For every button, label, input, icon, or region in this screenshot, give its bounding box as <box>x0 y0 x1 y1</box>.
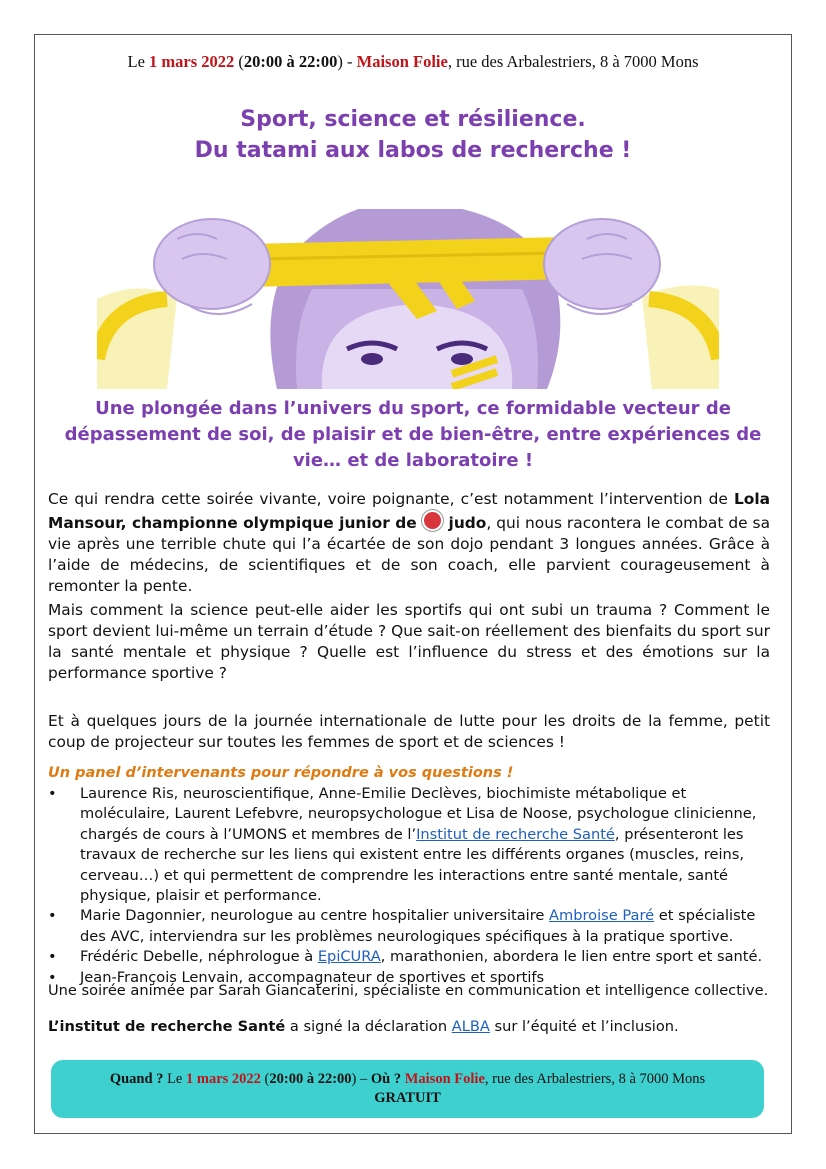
alba-paragraph: L’institut de recherche Santé a signé la déclaration ALBA sur l’équité et l’inclusion. <box>48 1018 679 1035</box>
subtitle: Une plongée dans l’univers du sport, ce formidable vecteur de dépassement de soi, de plaisir et de bien-être, entre expériences de vie… et de laboratoire ! <box>64 398 762 471</box>
epicura-link[interactable]: EpiCURA <box>317 948 381 966</box>
list-item: • Marie Dagonnier, neurologue au centre hospitalier universitaire Ambroise Paré et spécialiste des AVC, interviendra sur les problèmes neurologiques spécifiques à la pratique sportive. <box>48 907 756 945</box>
judo-emoji-icon <box>422 510 443 531</box>
speaker-list <box>48 784 772 988</box>
institut-link[interactable]: Institut de recherche Santé <box>416 825 615 843</box>
list-item: • Jean-François Lenvain, accompagnateur de sportives et sportifs <box>48 968 545 986</box>
event-time: 20:00 à 22:00 <box>243 52 338 71</box>
list-item: • Laurence Ris, neuroscientifique, Anne-Emilie Declèves, biochimiste métabolique et moléculaire, Laurent Lefebvre, neuropsychologue et Lisa de Noose, psychologue clinicienne, chargés de cours à l’UMONS et membres de l’Institut de recherche Santé, présenteront les travaux de recherche sur les liens qui existent entre les différents organes (muscles, reins, cerveau…) et qui permettent de comprendre les interactions entre santé mentale, santé physique, plaisir et performance. <box>48 785 757 905</box>
questions-paragraph: Mais comment la science peut-elle aider les sportifs qui ont subi un trauma ? Comment le sport devient lui-même un terrain d’étude ? Que sait-on réellement des bienfaits du sport sur la santé mentale et physique ? Quelle est l’influence du stress et des émotions sur la performance sportive ? <box>48 601 770 682</box>
price-label: GRATUIT <box>374 1090 441 1106</box>
alba-link[interactable]: ALBA <box>451 1018 490 1035</box>
hero-illustration <box>97 209 719 389</box>
intro-paragraph: Ce qui rendra cette soirée vivante, voire poignante, c’est notamment l’intervention de Lola Mansour, championne olympique junior de judo, qui nous racontera le combat de sa vie après une terrible chute qui l’a écartée de son dojo pendant 3 longues années. Grâce à l’aide de médecins, de scientifiques et de son coach, elle parvient courageusement à remonter la pente. <box>48 490 770 595</box>
event-date: 1 mars 2022 <box>149 52 235 71</box>
page-title: Sport, science et résilience. Du tatami aux labos de recherche ! <box>194 107 632 163</box>
event-line: Le 1 mars 2022 (20:00 à 22:00) - Maison Folie, rue des Arbalestriers, 8 à 7000 Mons <box>127 52 699 71</box>
event-address: , rue des Arbalestriers, 8 à 7000 Mons <box>447 52 699 71</box>
women-paragraph: Et à quelques jours de la journée internationale de lutte pour les droits de la femme, petit coup de projecteur sur toutes les femmes de sport et de sciences ! <box>48 712 770 751</box>
panel-heading: Un panel d’intervenants pour répondre à vos questions ! <box>48 765 514 781</box>
ambroise-pare-link[interactable]: Ambroise Paré <box>549 907 655 925</box>
list-item: • Frédéric Debelle, néphrologue à EpiCURA, marathonien, abordera le lien entre sport et santé. <box>48 948 763 966</box>
host-paragraph: Une soirée animée par Sarah Giancaterini, spécialiste en communication et intelligence collective. <box>48 982 769 999</box>
event-venue: Maison Folie <box>356 52 448 71</box>
info-box: Quand ? Le 1 mars 2022 (20:00 à 22:00) – Où ? Maison Folie, rue des Arbalestriers, 8 à 7000 Mons GRATUIT <box>51 1060 764 1118</box>
